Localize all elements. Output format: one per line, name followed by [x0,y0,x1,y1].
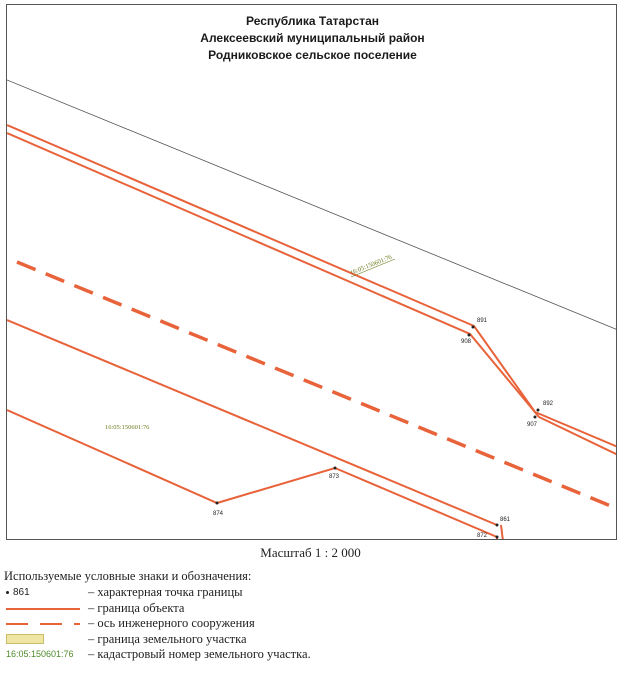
map-title [7,13,617,64]
object-boundary-lower-a [7,320,497,525]
legend-item-engineering-axis [4,616,614,632]
legend-item-point [4,585,614,601]
point-label-891: 891 [477,318,488,324]
map-frame [6,4,617,540]
legend-symbol-area [6,632,80,648]
legend-symbol-point [6,585,80,601]
point-891 [472,326,475,329]
engineering-axis-line [17,262,617,509]
title-settlement: Родниковское сельское поселение [208,48,417,62]
point-dot-icon [6,591,9,594]
parcel-area-icon [6,634,44,644]
point-label-892: 892 [543,401,554,407]
point-label-907: 907 [527,422,538,428]
point-label-908: 908 [461,339,472,345]
object-boundary-lower-c [501,525,503,540]
legend-desc-point: – характерная точка границы [88,585,243,599]
point-892 [537,409,540,412]
point-label-872: 872 [477,533,488,539]
title-republic: Республика Татарстан [245,14,379,28]
legend [4,568,614,663]
point-label-861: 861 [500,517,511,523]
legend-symbol-solid-line [6,601,80,617]
legend-symbol-cadastral: 16:05:150601:76 [6,649,74,659]
legend-item-object-boundary [4,601,614,617]
object-boundary-upper-b [7,133,617,455]
map-canvas [7,5,617,540]
legend-desc-engineering-axis: – ось инженерного сооружения [88,616,255,630]
point-907 [534,416,537,419]
dashed-line-icon [6,623,80,625]
cadastral-label-lower: 16:05:150601:76 [105,424,150,431]
point-label-874: 874 [213,511,224,517]
point-872 [496,536,499,539]
title-district: Алексеевский муниципальный район [200,31,425,45]
map-scale: Масштаб 1 : 2 000 [260,545,361,560]
cadastral-label-upper: 16:05:150601:76 [349,253,393,277]
legend-symbol-dashed-line [6,616,80,632]
point-label-873: 873 [329,474,340,480]
legend-desc-cadastral-number: – кадастровый номер земельного участка. [88,647,311,661]
legend-desc-parcel-boundary: – граница земельного участка [88,631,247,646]
point-861 [496,524,499,527]
legend-title: Используемые условные знаки и обозначения: [4,569,252,583]
legend-item-cadastral-number [4,647,614,663]
point-874 [216,502,219,505]
legend-desc-object-boundary: – граница объекта [88,600,185,615]
parcel-boundary-line [7,80,617,330]
solid-line-icon [6,608,80,610]
legend-item-parcel-boundary [4,632,614,648]
point-908 [468,334,471,337]
point-873 [334,467,337,470]
legend-point-number: 861 [13,587,30,598]
